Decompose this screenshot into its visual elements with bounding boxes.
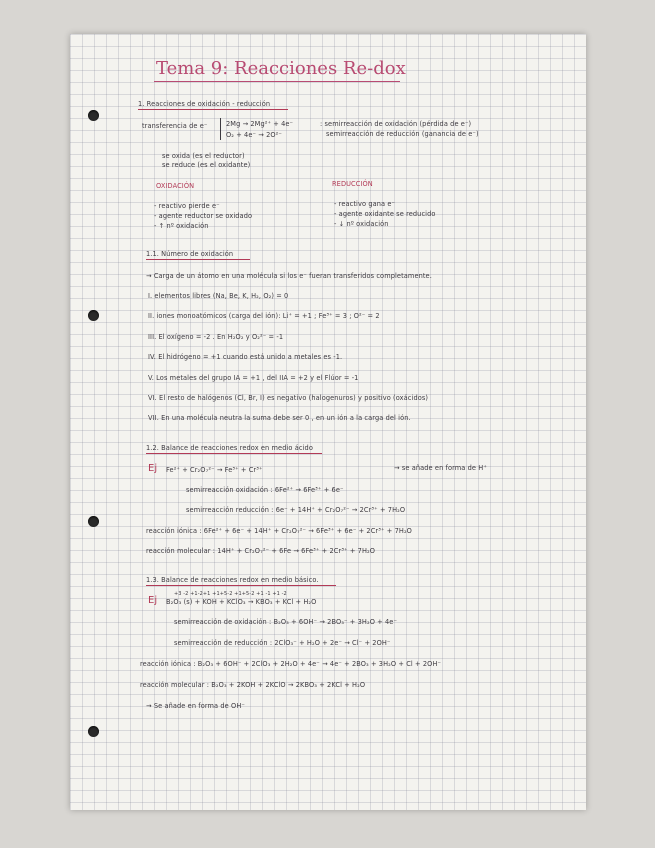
section-1-1-heading: 1.1. Número de oxidación	[146, 250, 234, 258]
semireaction-ox-note: : semirreacción de oxidación (pérdida de e⁻)	[320, 120, 472, 128]
equation-reduction: O₂ + 4e⁻ → 2O²⁻	[226, 131, 283, 139]
example-1-note: → se añade en forma de H⁺	[394, 464, 487, 472]
section-underline	[146, 585, 336, 586]
semireaction-red-note: semirreacción de reducción (ganancia de e⁻)	[326, 130, 479, 138]
section-1-2-heading: 1.2. Balance de reacciones redox en medio ácido	[146, 444, 313, 452]
equation-oxidation: 2Mg → 2Mg²⁺ + 4e⁻	[226, 120, 294, 128]
oxidation-numbers: +3 -2 +1-2+1 +1+5-2 +1+5-2 +1 -1 +1 -2	[174, 591, 287, 597]
example-1-oxidation: semirreacción oxidación : 6Fe²⁺ → 6Fe³⁺ + 6e⁻	[186, 486, 344, 494]
example-label: Ej	[148, 595, 158, 606]
oxidation-point: - agente reductor se oxidado	[154, 212, 253, 220]
example-2-note: → Se añade en forma de OH⁻	[146, 702, 245, 710]
section-1-3-heading: 1.3. Balance de reacciones redox en medio básico.	[146, 576, 319, 584]
example-1-reduction: semirreacción reducción : 6e⁻ + 14H⁺ + Cr₂O₇²⁻ → 2Cr³⁺ + 7H₂O	[186, 506, 406, 514]
oxidation-point: - ↑ nº oxidación	[154, 222, 209, 230]
section-underline	[146, 453, 322, 454]
oxidation-heading: OXIDACIÓN	[156, 182, 195, 190]
example-2-equation: B₂O₃ (s) + KOH + KClO₃ → KBO₃ + KCl + H₂O	[166, 598, 317, 606]
binder-hole	[88, 726, 99, 737]
section-underline	[146, 259, 250, 260]
rule-item: II. iones monoatómicos (carga del ión): Li⁺ = +1 ; Fe³⁺ = 3 ; O²⁻ = 2	[148, 312, 380, 320]
example-1-molecular: reacción molecular : 14H⁺ + Cr₂O₇²⁻ + 6Fe → 6Fe³⁺ + 2Cr³⁺ + 7H₂O	[146, 547, 376, 555]
example-label: Ej	[148, 463, 158, 474]
transfer-label: transferencia de e⁻	[142, 122, 208, 130]
example-1-equation: Fe²⁺ + Cr₂O₇²⁻ → Fe³⁺ + Cr³⁺	[166, 466, 263, 474]
notebook-page	[70, 34, 586, 810]
binder-hole	[88, 110, 99, 121]
reduction-point: - ↓ nº oxidación	[334, 220, 389, 228]
rule-item: V. Los metales del grupo IA = +1 , del IIA = +2 y el Flúor = -1	[148, 374, 359, 382]
rule-item: III. El oxígeno = -2 . En H₂O₂ y O₂²⁻ = -1	[148, 333, 284, 341]
oxidizes-note: se oxida (es el reductor)	[162, 152, 245, 160]
example-2-molecular: reacción molecular : B₂O₃ + 2KOH + 2KClO → 2KBO₃ + 2KCl + H₂O	[140, 681, 366, 689]
rule-item: I. elementos libres (Na, Be, K, H₂, O₂) = 0	[148, 292, 289, 300]
rule-item: VII. En una molécula neutra la suma debe ser 0 , en un ión a la carga del ión.	[148, 414, 411, 422]
binder-hole	[88, 516, 99, 527]
example-2-ionic: reacción iónica : B₂O₃ + 6OH⁻ + 2ClO₃ + 2H₂O + 4e⁻ → 4e⁻ + 2BO₃ + 3H₂O + Cl + 2OH⁻	[140, 660, 442, 668]
rule-item: IV. El hidrógeno = +1 cuando está unido a metales es -1.	[148, 353, 343, 361]
example-2-oxidation: semirreacción de oxidación : B₂O₃ + 6OH⁻ → 2BO₃⁻ + 3H₂O + 4e⁻	[174, 618, 398, 626]
reduces-note: se reduce (es el oxidante)	[162, 161, 251, 169]
example-2-reduction: semirreacción de reducción : 2ClO₃⁻ + H₂O + 2e⁻ → Cl⁻ + 2OH⁻	[174, 639, 391, 647]
definition-line: → Carga de un átomo en una molécula si los e⁻ fueran transferidos completamente.	[146, 272, 432, 280]
reduction-heading: REDUCCIÓN	[332, 180, 373, 188]
title-underline	[154, 81, 400, 82]
oxidation-point: - reactivo pierde e⁻	[154, 202, 220, 210]
example-1-ionic: reacción iónica : 6Fe²⁺ + 6e⁻ + 14H⁺ + Cr₂O₇²⁻ → 6Fe³⁺ + 6e⁻ + 2Cr³⁺ + 7H₂O	[146, 527, 412, 535]
rule-item: VI. El resto de halógenos (Cl, Br, I) es negativo (halogenuros) y positivo (oxácidos)	[148, 394, 429, 402]
binder-hole	[88, 310, 99, 321]
reduction-point: - reactivo gana e⁻	[334, 200, 396, 208]
page-title: Tema 9: Reacciones Re-dox	[156, 58, 406, 79]
reduction-point: - agente oxidante se reducido	[334, 210, 436, 218]
section-1-heading: 1. Reacciones de oxidación - reducción	[138, 100, 271, 108]
section-underline	[138, 109, 288, 110]
